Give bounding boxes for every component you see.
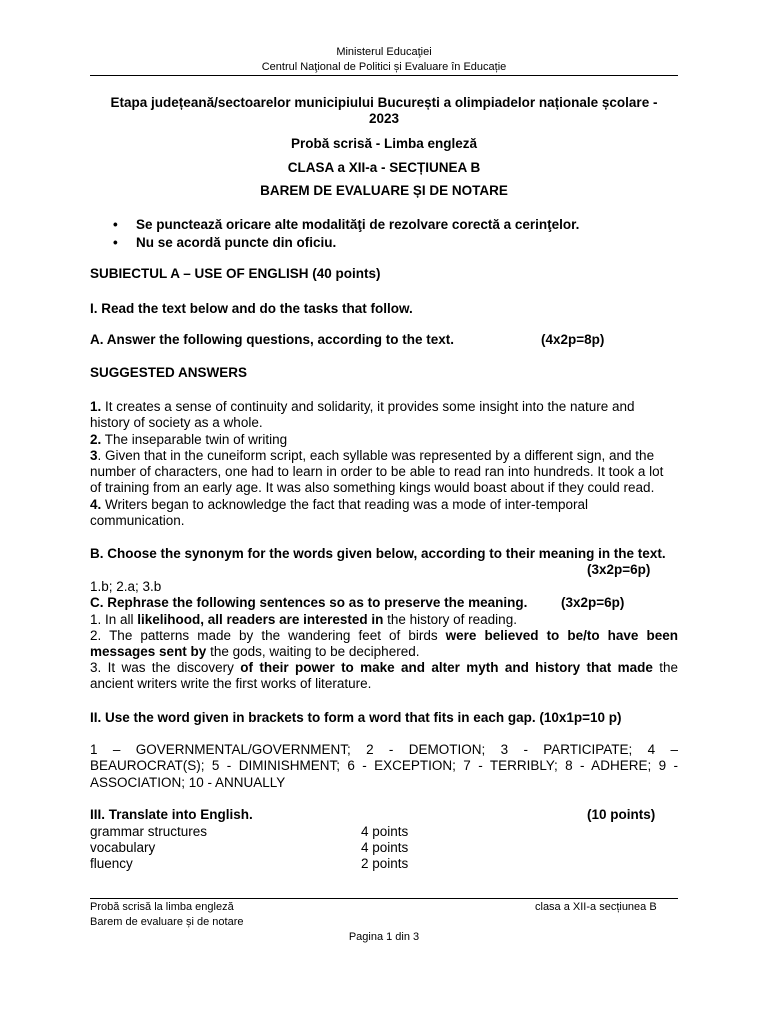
answer-item xyxy=(90,432,678,448)
answer-text: Writers began to acknowledge the fact that reading was a mode of inter-temporal communication. xyxy=(90,496,589,529)
bullet-icon: • xyxy=(113,235,118,250)
section2-answers: 1 – GOVERNMENTAL/GOVERNMENT; 2 - DEMOTION; 3 - PARTICIPATE; 4 – BEAUROCRAT(S); 5 - DIMINISHMENT; 6 - EXCEPTION; 7 - TERRIBLY; 8 - ADHERE; 9 - ASSOCIATION; 10 - ANNUALLY xyxy=(90,742,678,790)
answer-text: . Given that in the cuneiform script, each syllable was represented by a different sign, and the number of characters, one had to learn in order to be able to read ran into hundreds. It took a lot of training from an early age. It was also something kings would boast about if they could read. xyxy=(90,447,664,496)
page-number: Pagina 1 din 3 xyxy=(348,931,420,943)
answer-item xyxy=(90,497,678,530)
section3-heading xyxy=(90,807,678,823)
scoring-row xyxy=(90,856,678,872)
scoring-label: grammar structures xyxy=(90,824,208,839)
partC-heading-text: C. Rephrase the following sentences so as to preserve the meaning. xyxy=(90,595,528,610)
section1-heading: I. Read the text below and do the tasks that follow. xyxy=(90,301,413,316)
sentence-text: the history of reading. xyxy=(383,612,517,627)
sentence-text: 3. It was the discovery xyxy=(90,660,241,675)
partC-sentence-1 xyxy=(90,612,678,628)
answer-number: 1. xyxy=(90,399,102,414)
note-2: Nu se acordă puncte din oficiu. xyxy=(136,235,337,250)
probe-title: Probă scrisă - Limba engleză xyxy=(290,136,478,151)
footer-divider xyxy=(90,898,678,899)
footer-class: clasa a XII-a secțiunea B xyxy=(535,901,657,913)
scoring-row xyxy=(90,840,678,856)
class-title: CLASA a XII-a - SECȚIUNEA B xyxy=(287,160,481,175)
header-center: Centrul Naţional de Politici și Evaluare în Educație xyxy=(261,61,507,73)
partC-points: (3x2p=6p) xyxy=(561,595,625,610)
sentence-text: the ancient writers write the first works of literature. xyxy=(90,660,678,692)
partA-heading xyxy=(90,332,678,348)
title-line-1: Etapa județeană/sectoarelor municipiului București a olimpiadelor naționale școlare - xyxy=(110,95,658,110)
answer-text: The inseparable twin of writing xyxy=(101,431,288,447)
answer-list xyxy=(90,399,678,529)
section3-heading-text: III. Translate into English. xyxy=(90,807,253,822)
scoring-value: 4 points xyxy=(361,824,409,839)
scoring-row xyxy=(90,824,678,840)
sentence-text: 2. The patterns made by the wandering feet of birds xyxy=(90,628,446,643)
sentence-answer: of their power to make and alter myth and history that made xyxy=(240,660,653,675)
partA-points: (4x2p=8p) xyxy=(541,332,605,347)
scoring-label: fluency xyxy=(90,856,133,871)
answer-text: It creates a sense of continuity and solidarity, it provides some insight into the nature and history of society as a whole. xyxy=(90,399,635,431)
partC-sentence-3 xyxy=(90,660,678,693)
scoring-value: 2 points xyxy=(361,856,409,871)
partB-answer: 1.b; 2.a; 3.b xyxy=(90,579,162,594)
footer-probe: Probă scrisă la limba engleză xyxy=(90,901,234,913)
header-ministry: Ministerul Educaţiei xyxy=(336,46,432,58)
partC-heading xyxy=(90,595,678,611)
answer-item xyxy=(90,448,678,497)
suggested-answers-heading: SUGGESTED ANSWERS xyxy=(90,365,248,380)
barem-title: BAREM DE EVALUARE ȘI DE NOTARE xyxy=(260,183,508,198)
sentence-answer: were believed to be/to have been messages sent by xyxy=(90,628,678,660)
scoring-value: 4 points xyxy=(361,840,409,855)
partB-heading: B. Choose the synonym for the words given below, according to their meaning in the text. xyxy=(90,546,666,561)
answer-item xyxy=(90,399,678,432)
sentence-text: the gods, waiting to be deciphered. xyxy=(206,644,420,660)
bullet-icon: • xyxy=(113,217,118,232)
sentence-text: 1. In all xyxy=(90,612,138,627)
footer-barem: Barem de evaluare și de notare xyxy=(90,916,244,928)
answer-number: 2. xyxy=(90,431,102,447)
sentence-answer: likelihood, all readers are interested in xyxy=(137,612,384,627)
partC-sentence-2 xyxy=(90,628,678,661)
header-divider xyxy=(90,75,678,76)
partB-points: (3x2p=6p) xyxy=(587,562,651,577)
partA-heading-text: A. Answer the following questions, according to the text. xyxy=(90,332,455,347)
answer-number: 4. xyxy=(90,496,102,512)
answer-number: 3 xyxy=(90,447,98,463)
title-line-2: 2023 xyxy=(368,111,400,126)
scoring-label: vocabulary xyxy=(90,840,156,855)
subject-heading: SUBIECTUL A – USE OF ENGLISH (40 points) xyxy=(90,266,381,281)
note-1: Se punctează oricare alte modalităţi de rezolvare corectă a cerinţelor. xyxy=(136,217,580,232)
section3-points: (10 points) xyxy=(587,807,656,822)
section2-heading: II. Use the word given in brackets to form a word that fits in each gap. (10x1p=10 p) xyxy=(90,710,622,725)
